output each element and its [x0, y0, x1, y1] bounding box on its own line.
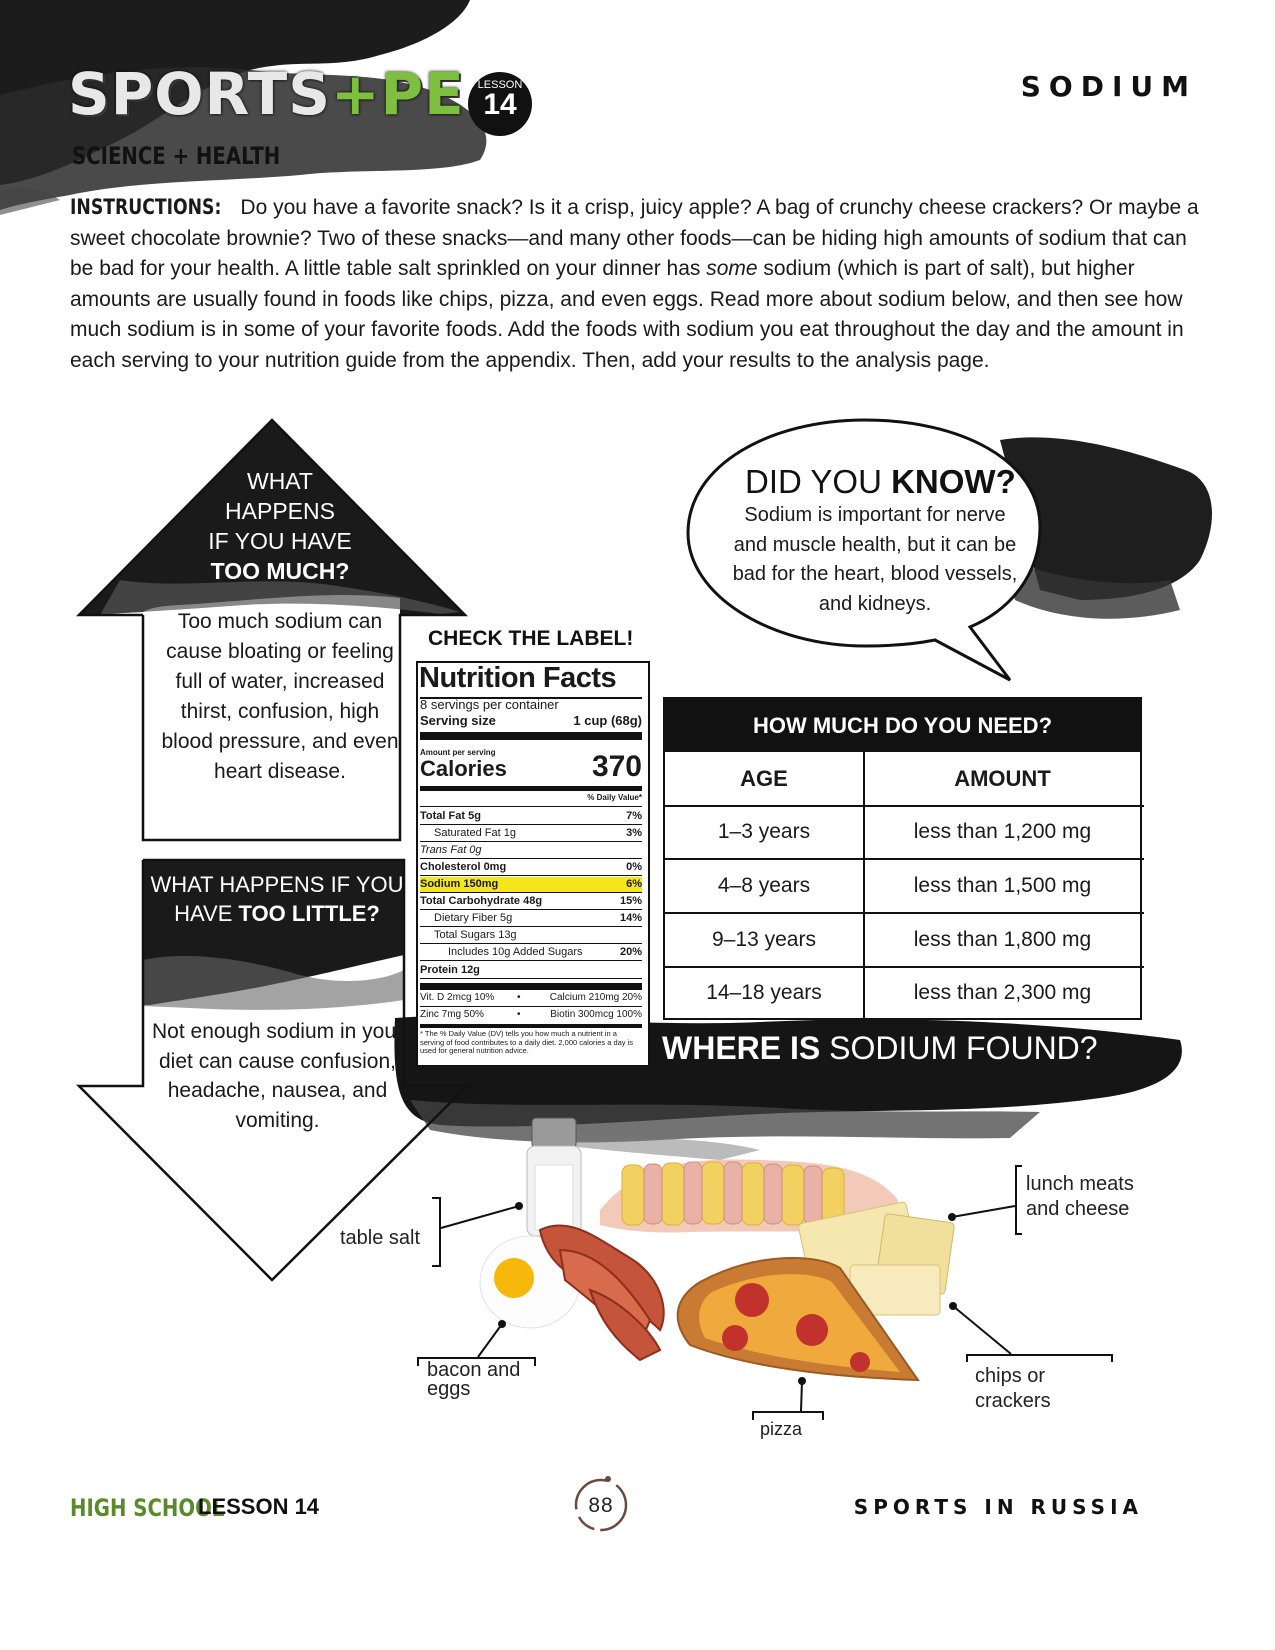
vitamin-row-1: Vit. D 2mcg 10% • Calcium 210mg 20%: [420, 992, 642, 1003]
did-you-know-title: DID YOU KNOW?: [745, 463, 1016, 500]
instructions-emphasis: some: [706, 257, 758, 280]
amount-per-serving: Amount per serving: [420, 748, 496, 757]
table-row: 14–18 years less than 2,300 mg: [706, 981, 1092, 1004]
nutrient-row: Total Sugars 13g: [434, 929, 517, 941]
nutrient-row: Total Fat 5g 7%: [420, 810, 642, 822]
need-table-header-row: AGE AMOUNT: [665, 752, 1144, 807]
food-label-pizza: pizza: [760, 1419, 803, 1439]
too-little-heading: WHAT HAPPENS IF YOU HAVE TOO LITTLE?: [150, 872, 404, 926]
too-little-body: Not enough sodium in your diet can cause confusion, headache, nausea, and vomiting.: [152, 1020, 403, 1132]
vitamin-row-2: Zinc 7mg 50% • Biotin 300mcg 100%: [420, 1009, 642, 1020]
subject-heading: SCIENCE + HEALTH: [72, 142, 281, 170]
instructions-text-1: Do you have a favorite snack? Is it a crisp, juicy apple? A bag of crunchy cheese crackers? Or maybe a sweet chocolate brownie? Two of these snacks—and many other foods—can be hiding high amounts of sodium that can be bad for your health. A little table salt sprinkled on your dinner has: [70, 196, 1199, 280]
nutrient-row: Total Carbohydrate 48g 15%: [420, 895, 642, 907]
food-label-chips: chips or crackers: [975, 1365, 1051, 1412]
check-label-heading: CHECK THE LABEL!: [428, 627, 634, 650]
instructions-lead: INSTRUCTIONS:: [70, 195, 222, 219]
footer-series: SPORTS IN RUSSIA: [853, 1495, 1143, 1519]
serving-size-row: Serving size 1 cup (68g): [420, 713, 642, 728]
daily-value-header: % Daily Value*: [587, 793, 642, 802]
instructions-text-2: sodium (which is part of salt), but higher amounts are usually found in foods like chips, pizza, and even eggs. Read more about sodium below, and then see how much sodium is in some of your favorite foods. Add the foods with sodium you eat throughout the day and the amount in each serving to your nutrition guide from the appendix. Then, add your results to the analysis page.: [70, 257, 1184, 372]
footer-page-number: 88: [588, 1494, 614, 1517]
food-label-lunch-meats: lunch meats and cheese: [1026, 1173, 1134, 1220]
footer-level: HIGH SCHOOL: [70, 1494, 225, 1522]
nutrient-row: Cholesterol 0mg 0%: [420, 861, 642, 873]
table-row: 9–13 years less than 1,800 mg: [665, 913, 1144, 968]
logo-sports: SPORTS: [68, 60, 331, 128]
did-you-know-body: Sodium is important for nerve and muscle health, but it can be bad for the heart, blood vessels, and kidneys.: [732, 504, 1018, 615]
nutrient-row: Sodium 150mg 6%: [420, 878, 642, 890]
where-sodium-title: WHERE IS SODIUM FOUND?: [662, 1030, 1098, 1066]
salt-shaker-icon: [527, 1118, 581, 1236]
topic-title: SODIUM: [1020, 70, 1197, 103]
food-label-bacon-eggs: bacon and eggs: [427, 1359, 521, 1400]
nutrient-row: Trans Fat 0g: [420, 844, 482, 856]
nutrient-row: Dietary Fiber 5g 14%: [434, 912, 642, 924]
nutrient-row: Saturated Fat 1g 3%: [434, 827, 642, 839]
nutrient-row: Includes 10g Added Sugars 20%: [448, 946, 642, 958]
nutrition-facts-title: Nutrition Facts: [419, 662, 617, 694]
servings-per-container: 8 servings per container: [420, 697, 559, 712]
logo-plus-pe: +PE: [330, 60, 465, 128]
too-much-body: Too much sodium can cause bloating or feeling full of water, increased thirst, confusion, high blood pressure, and even heart disease.: [161, 610, 399, 783]
need-table-title: HOW MUCH DO YOU NEED?: [663, 697, 1142, 752]
calories-row: Calories 370: [420, 750, 642, 783]
food-label-table-salt: table salt: [340, 1227, 421, 1249]
nutrient-row: Protein 12g: [420, 964, 480, 976]
table-row: 1–3 years less than 1,200 mg: [665, 805, 1144, 860]
too-much-heading: WHAT HAPPENS IF YOU HAVE TOO MUCH?: [208, 468, 352, 584]
daily-value-footnote: * The % Daily Value (DV) tells you how much a nutrient in a serving of food contributes to a daily diet. 2,000 calories a day is used for general nutrition advice.: [420, 1029, 634, 1055]
lesson-badge-number: 14: [483, 88, 517, 121]
lesson-badge-label: LESSON: [477, 79, 523, 91]
footer-lesson: LESSON 14: [198, 1494, 320, 1519]
table-row: 4–8 years less than 1,500 mg: [665, 859, 1144, 914]
